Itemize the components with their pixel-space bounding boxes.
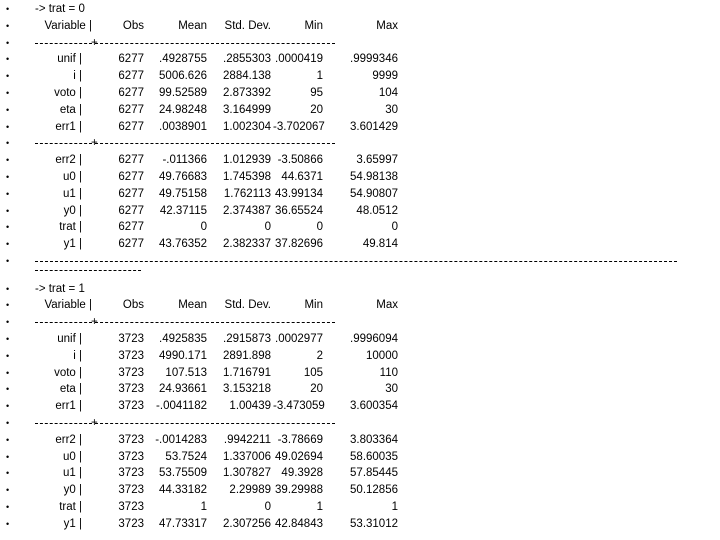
- max-value: 3.600354: [350, 400, 398, 413]
- obs-value: 3723: [118, 349, 144, 362]
- bullet-glyph: •: [6, 239, 10, 250]
- std-dev-value: 1.002304: [223, 120, 271, 133]
- variable-name: trat |: [59, 501, 82, 513]
- separator-plus: +: [91, 316, 98, 329]
- max-value: .9996094: [350, 333, 398, 345]
- std-dev-value: 3.153218: [223, 383, 271, 396]
- bullet-glyph: •: [6, 418, 10, 428]
- mean-value: 43.76352: [159, 238, 207, 251]
- mean-value: -.0014283: [155, 433, 207, 446]
- mean-value: 107.513: [165, 366, 207, 379]
- mean-value: 24.93661: [159, 383, 207, 396]
- separator-plus: +: [91, 417, 98, 429]
- variable-name: unif |: [57, 333, 82, 345]
- mean-value: 1: [200, 501, 207, 513]
- max-value: 110: [379, 366, 398, 379]
- variable-name: eta |: [59, 103, 82, 116]
- bullet-glyph: •: [6, 451, 10, 462]
- max-value: 0: [391, 221, 398, 234]
- bullet-glyph: •: [6, 485, 10, 496]
- max-value: 104: [378, 87, 398, 99]
- table-row: [0, 102, 720, 118]
- table-row: [0, 432, 720, 448]
- separator-dashes-left: [35, 322, 92, 323]
- max-value: 3.65997: [356, 154, 398, 167]
- obs-value: 6277: [118, 221, 144, 234]
- bullet-glyph: •: [6, 367, 10, 378]
- max-value: 1: [391, 501, 398, 513]
- min-value: 44.6371: [281, 171, 323, 183]
- mean-value: 42.37115: [159, 204, 207, 217]
- min-value: -3.473059: [273, 400, 325, 413]
- column-header-std-dev: Std. Dev.: [224, 299, 271, 312]
- max-value: 53.31012: [350, 517, 398, 530]
- bullet-glyph: •: [6, 468, 10, 479]
- table-row: [0, 499, 720, 515]
- separator-dashes-right: [95, 43, 335, 44]
- bullet-glyph: •: [6, 283, 10, 294]
- obs-value: 6277: [118, 238, 144, 251]
- long-dashed-rule: [35, 261, 677, 262]
- bullet-glyph: •: [6, 256, 10, 266]
- std-dev-value: 2.873392: [223, 87, 271, 99]
- table-row: [0, 119, 720, 135]
- mean-value: -.011366: [162, 154, 207, 167]
- min-value: .0000419: [275, 53, 323, 66]
- column-header-min: Min: [304, 299, 323, 312]
- mean-value: 99.52589: [159, 87, 207, 99]
- obs-value: 6277: [118, 154, 144, 167]
- variable-name: y0 |: [63, 484, 82, 497]
- separator-dashes-left: [35, 423, 92, 424]
- bullet-glyph: •: [6, 222, 10, 233]
- std-dev-value: 1.745398: [223, 171, 271, 183]
- bullet-glyph: •: [6, 401, 10, 412]
- obs-value: 6277: [118, 187, 144, 200]
- variable-name: y1 |: [63, 517, 82, 530]
- max-value: 49.814: [362, 238, 398, 251]
- max-value: 10000: [366, 349, 398, 362]
- min-value: 49.3928: [281, 467, 323, 480]
- variable-name: u1 |: [63, 467, 82, 480]
- obs-value: 6277: [118, 204, 144, 217]
- mean-value: 0: [200, 221, 207, 234]
- obs-value: 6277: [118, 120, 144, 133]
- bullet-glyph: •: [6, 502, 10, 512]
- std-dev-value: 0: [264, 221, 271, 234]
- mean-value: 49.76683: [159, 171, 207, 183]
- mean-value: 4990.171: [159, 349, 207, 362]
- bullet-glyph: •: [6, 384, 10, 395]
- max-value: 58.60035: [350, 450, 398, 463]
- obs-value: 3723: [118, 484, 144, 497]
- max-value: 3.601429: [350, 120, 398, 133]
- table-row: [0, 465, 720, 481]
- variable-name: voto |: [54, 87, 82, 99]
- separator-dashes-left: [35, 143, 92, 144]
- bullet-glyph: •: [6, 121, 10, 132]
- table-row: [0, 236, 720, 252]
- mean-value: .4928755: [159, 53, 207, 66]
- separator-dashes-right: [95, 322, 335, 323]
- min-value: 1: [316, 501, 323, 513]
- mean-value: .0038901: [159, 120, 207, 133]
- table-row: [0, 449, 720, 465]
- variable-name: trat |: [59, 221, 82, 234]
- separator-dashes-right: [95, 423, 335, 424]
- std-dev-value: .9942211: [223, 433, 271, 446]
- table-separator-rule: [0, 314, 720, 330]
- bullet-glyph: •: [6, 155, 10, 166]
- std-dev-value: 2891.898: [223, 349, 271, 362]
- std-dev-value: 0: [264, 501, 271, 513]
- std-dev-value: .2855303: [223, 53, 271, 66]
- max-value: .9999346: [350, 53, 398, 66]
- by-group-header: -> trat = 0: [35, 3, 85, 15]
- max-value: 50.12856: [350, 484, 398, 497]
- obs-value: 3723: [118, 450, 144, 463]
- column-header-variable: Variable |: [44, 299, 92, 312]
- std-dev-value: 3.164999: [223, 103, 271, 116]
- column-header-mean: Mean: [178, 19, 207, 32]
- variable-name: i |: [73, 349, 82, 362]
- mean-value: 53.75509: [159, 467, 207, 480]
- min-value: 37.82696: [275, 238, 323, 251]
- bullet-glyph: •: [6, 88, 10, 98]
- min-value: 36.65524: [275, 204, 323, 217]
- variable-name: y1 |: [63, 238, 82, 251]
- min-value: 42.84843: [275, 517, 323, 530]
- variable-name: eta |: [59, 383, 82, 396]
- table-row: [0, 186, 720, 202]
- section-header: [0, 281, 720, 297]
- table-row: [0, 152, 720, 168]
- variable-name: u0 |: [63, 171, 82, 183]
- bullet-glyph: •: [6, 104, 10, 115]
- variable-name: i |: [73, 70, 82, 83]
- max-value: 30: [385, 383, 398, 396]
- std-dev-value: 2.382337: [223, 238, 271, 251]
- obs-value: 6277: [118, 171, 144, 183]
- table-separator-rule: [0, 415, 720, 431]
- obs-value: 3723: [118, 433, 144, 446]
- min-value: 20: [310, 383, 323, 396]
- column-header-mean: Mean: [178, 299, 207, 312]
- obs-value: 3723: [118, 366, 144, 379]
- max-value: 3.803364: [350, 433, 398, 446]
- variable-name: y0 |: [63, 204, 82, 217]
- obs-value: 3723: [118, 383, 144, 396]
- table-row: [0, 169, 720, 185]
- std-dev-value: 1.762113: [223, 187, 271, 200]
- table-row: [0, 51, 720, 67]
- column-header-min: Min: [304, 19, 323, 32]
- bullet-glyph: •: [6, 54, 10, 65]
- variable-name: err1 |: [55, 120, 82, 133]
- variable-name: u0 |: [63, 450, 82, 463]
- mean-value: 5006.626: [159, 70, 207, 83]
- bullet-glyph: •: [6, 71, 10, 82]
- separator-dashes-right: [95, 143, 335, 144]
- obs-value: 6277: [118, 70, 144, 83]
- std-dev-value: 2.29989: [229, 484, 271, 497]
- bullet-glyph: •: [6, 138, 10, 149]
- min-value: 43.99134: [275, 187, 323, 200]
- variable-name: voto |: [54, 366, 82, 379]
- column-header-obs: Obs: [122, 19, 144, 32]
- std-dev-value: 1.307827: [223, 467, 271, 480]
- table-row: [0, 203, 720, 219]
- min-value: -3.702067: [273, 120, 325, 133]
- max-value: 54.90807: [350, 187, 398, 200]
- bullet-glyph: •: [6, 350, 10, 361]
- column-header-row: [0, 18, 720, 34]
- bullet-glyph: •: [6, 205, 10, 216]
- bullet-glyph: •: [6, 300, 10, 311]
- section-header: [0, 1, 720, 17]
- mean-value: 49.75158: [159, 187, 207, 200]
- mean-value: 47.73317: [159, 517, 207, 530]
- separator-dashes-left: [35, 43, 92, 44]
- obs-value: 3723: [118, 517, 144, 530]
- table-row: [0, 331, 720, 347]
- mean-value: 24.98248: [159, 103, 207, 116]
- variable-name: err1 |: [55, 400, 82, 413]
- column-header-row: [0, 297, 720, 313]
- long-dashed-rule-wrap: [35, 270, 141, 271]
- column-header-max: Max: [376, 19, 398, 32]
- max-value: 30: [385, 103, 398, 116]
- std-dev-value: 1.716791: [223, 366, 271, 379]
- std-dev-value: 2884.138: [223, 70, 271, 83]
- variable-name: u1 |: [63, 187, 82, 200]
- obs-value: 6277: [118, 87, 144, 99]
- min-value: 49.02694: [275, 450, 323, 463]
- std-dev-value: 2.307256: [223, 517, 271, 530]
- by-group-header: -> trat = 1: [35, 282, 85, 295]
- table-row: [0, 381, 720, 397]
- table-row: [0, 348, 720, 364]
- table-separator-rule: [0, 35, 720, 51]
- table-row: [0, 398, 720, 414]
- bullet-glyph: •: [6, 172, 10, 182]
- min-value: 105: [303, 366, 323, 379]
- mean-value: -.0041182: [156, 400, 207, 413]
- table-row: [0, 68, 720, 84]
- std-dev-value: 1.012939: [223, 154, 271, 167]
- table-row: [0, 516, 720, 532]
- std-dev-value: .2915873: [223, 333, 271, 345]
- group-divider-rule-continued: [0, 264, 720, 280]
- table-row: [0, 219, 720, 235]
- bullet-glyph: •: [6, 4, 10, 14]
- column-header-max: Max: [376, 299, 398, 312]
- bullet-glyph: •: [6, 518, 10, 529]
- max-value: 9999: [372, 70, 398, 83]
- variable-name: unif |: [57, 53, 82, 66]
- table-row: [0, 482, 720, 498]
- bullet-glyph: •: [6, 317, 10, 328]
- min-value: 39.29988: [275, 484, 323, 497]
- mean-value: 53.7524: [165, 450, 207, 463]
- max-value: 57.85445: [350, 467, 398, 480]
- bullet-glyph: •: [6, 188, 10, 199]
- mean-value: 44.33182: [159, 484, 207, 497]
- min-value: -3.78669: [277, 433, 323, 446]
- table-row: [0, 85, 720, 101]
- min-value: 95: [310, 87, 323, 99]
- max-value: 54.98138: [350, 171, 398, 183]
- obs-value: 3723: [118, 501, 144, 513]
- variable-name: err2 |: [55, 433, 82, 446]
- min-value: 1: [316, 70, 323, 83]
- std-dev-value: 1.00439: [229, 400, 271, 413]
- std-dev-value: 2.374387: [223, 204, 271, 217]
- obs-value: 6277: [118, 103, 144, 116]
- mean-value: .4925835: [159, 333, 207, 345]
- separator-plus: +: [91, 137, 98, 150]
- obs-value: 3723: [118, 333, 144, 345]
- separator-plus: +: [91, 36, 98, 49]
- max-value: 48.0512: [356, 204, 398, 217]
- table-separator-rule: [0, 135, 720, 151]
- bullet-glyph: •: [6, 37, 10, 48]
- column-header-variable: Variable |: [44, 19, 92, 32]
- min-value: -3.50866: [277, 154, 323, 167]
- obs-value: 3723: [118, 400, 144, 413]
- min-value: 2: [316, 349, 323, 362]
- bullet-glyph: •: [6, 434, 10, 445]
- min-value: 0: [316, 221, 323, 234]
- min-value: .0002977: [275, 333, 323, 345]
- column-header-obs: Obs: [122, 299, 144, 312]
- column-header-std-dev: Std. Dev.: [224, 19, 271, 32]
- variable-name: err2 |: [55, 154, 82, 167]
- std-dev-value: 1.337006: [223, 450, 271, 463]
- obs-value: 6277: [118, 53, 144, 66]
- bullet-glyph: •: [6, 334, 10, 344]
- table-row: [0, 365, 720, 381]
- obs-value: 3723: [118, 467, 144, 480]
- min-value: 20: [310, 103, 323, 116]
- bullet-glyph: •: [6, 20, 10, 31]
